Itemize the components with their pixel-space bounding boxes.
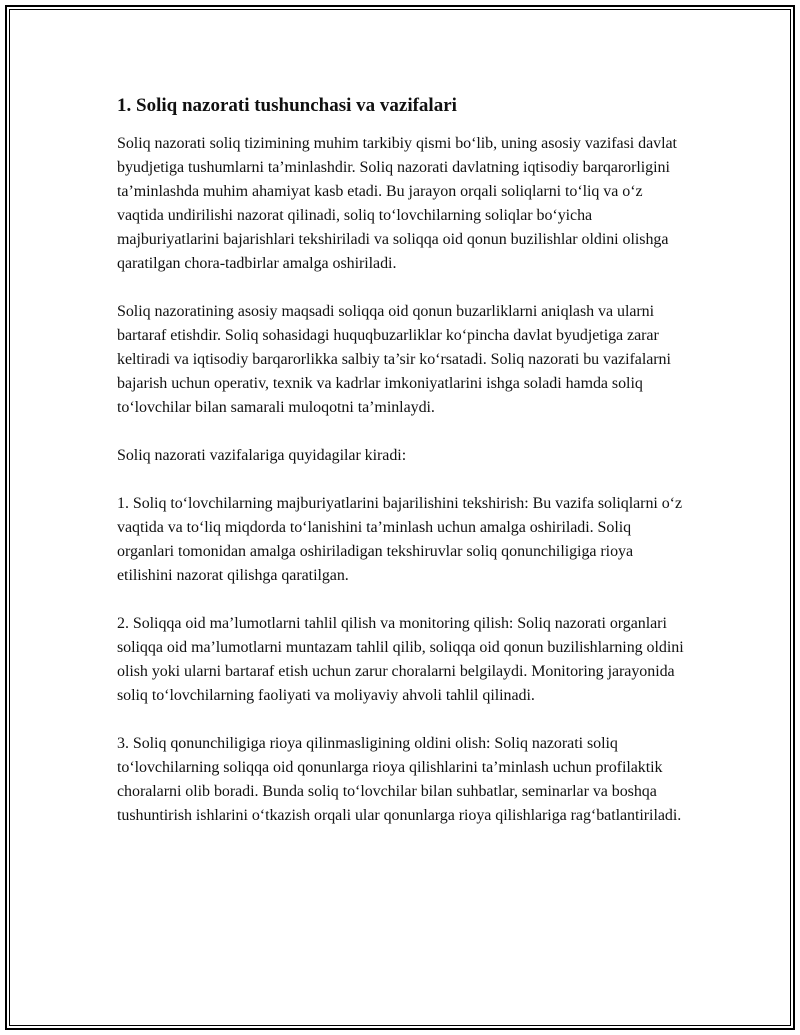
- document-body: [117, 92, 689, 852]
- list-item-1: 1. Soliq to‘lovchilarning majburiyatlarini bajarilishini tekshirish: Bu vazifa soliqlarni o‘z vaqtida va to‘liq miqdorda to‘lanishini ta’minlash uchun amalga oshiriladi. Soliq organlari tomonidan amalga oshiriladigan tekshiruvlar soliq qonunchiligiga rioya etilishini nazorat qilishga qaratilgan.: [117, 495, 683, 584]
- paragraph-intro: Soliq nazorati soliq tizimining muhim tarkibiy qismi bo‘lib, uning asosiy vazifasi davlat byudjetiga tushumlarni ta’minlashdir. Soliq nazorati davlatning iqtisodiy barqarorligini ta’minlashda muhim ahamiyat kasb etadi. Bu jarayon orqali soliqlarni to‘liq va o‘z vaqtida undirilishi nazorat qilinadi, soliq to‘lovchilarning soliqlar bo‘yicha majburiyatlarini bajarishlari tekshiriladi va soliqqa oid qonun buzilishlar oldini olishga qaratilgan chora-tadbirlar amalga oshiriladi.: [117, 135, 677, 272]
- paragraph-list-intro: Soliq nazorati vazifalariga quyidagilar kiradi:: [117, 447, 407, 464]
- paragraph-purpose: Soliq nazoratining asosiy maqsadi soliqqa oid qonun buzarliklarni aniqlash va ularni bartaraf etishdir. Soliq sohasidagi huquqbuzarliklar ko‘pincha davlat byudjetiga zarar keltiradi va iqtisodiy barqarorlikka salbiy ta’sir ko‘rsatadi. Soliq nazorati bu vazifalarni bajarish uchun operativ, texnik va kadrlar imkoniyatlarini ishga soladi hamda soliq to‘lovchilar bilan samarali muloqotni ta’minlaydi.: [117, 303, 671, 416]
- list-item-2: 2. Soliqqa oid ma’lumotlarni tahlil qilish va monitoring qilish: Soliq nazorati organlari soliqqa oid ma’lumotlarni muntazam tahlil qilib, soliqqa oid qonun buzilishlarning oldini olish yoki ularni bartaraf etish uchun zarur choralarni belgilaydi. Monitoring jarayonida soliq to‘lovchilarning faoliyati va moliyaviy ahvoli tahlil qilinadi.: [117, 615, 684, 704]
- section-heading: 1. Soliq nazorati tushunchasi va vazifalari: [117, 95, 457, 116]
- list-item-3: 3. Soliq qonunchiligiga rioya qilinmasligining oldini olish: Soliq nazorati soliq to‘lovchilarning soliqqa oid qonunlarga rioya qilishlarini ta’minlash uchun profilaktik choralarni olib boradi. Bunda soliq to‘lovchilar bilan suhbatlar, seminarlar va boshqa tushuntirish ishlarini o‘tkazish orqali ular qonunlarga rioya qilishlariga rag‘batlantiriladi.: [117, 735, 682, 824]
